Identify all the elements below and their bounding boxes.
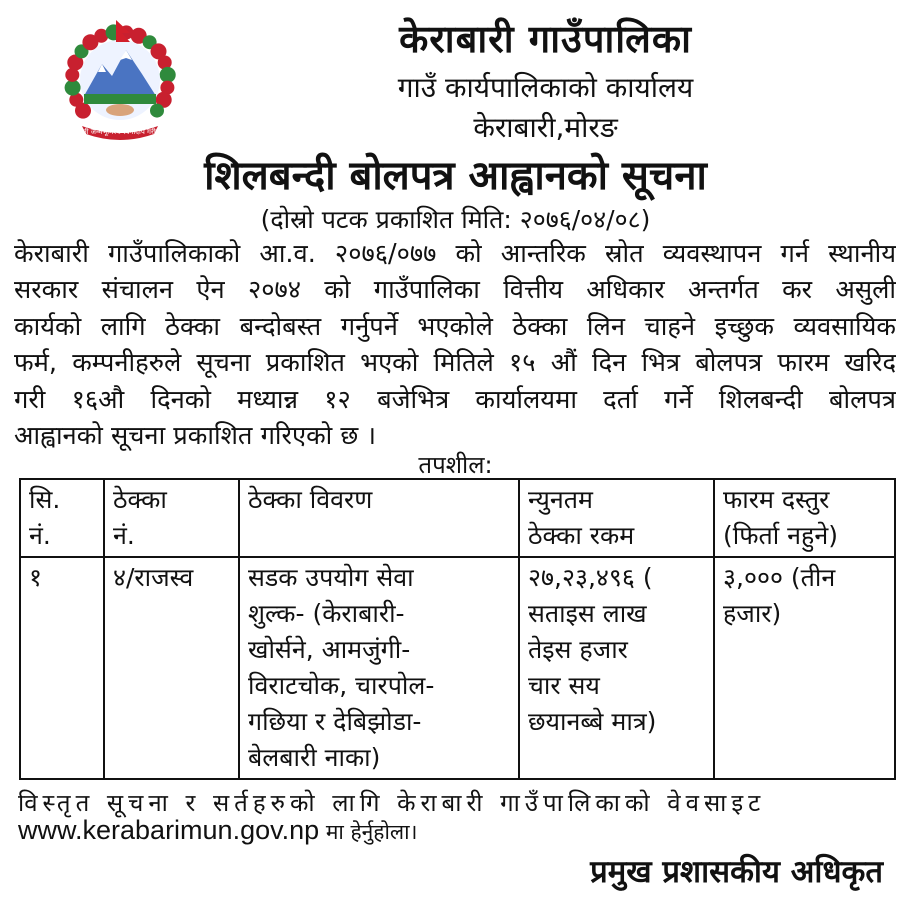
footer-website-line: [18, 815, 418, 846]
body-line: आह्वानको सूचना प्रकाशित गरिएको छ ।: [14, 420, 377, 451]
notice-title: शिलबन्दी बोलपत्र आह्वानको सूचना: [204, 153, 707, 199]
header-form-fee: फारम दस्तुर (फिर्ता नहुने): [714, 479, 895, 557]
footer-info-line: विस्तृत सूचना र सर्तहरुको लागि केराबारी गाउँपालिकाको वेवसाइट: [18, 789, 766, 817]
cell-contract-no: ४/राजस्व: [104, 557, 239, 779]
website-suffix: मा हेर्नुहोला।: [319, 820, 418, 844]
cell-form-fee: ३,००० (तीन हजार): [714, 557, 895, 779]
tender-table: [19, 478, 896, 780]
body-line: केराबारी गाउँपालिकाको आ.व. २०७६/०७७ को आन्तरिक स्रोत व्यवस्थापन गर्न स्थानीय: [14, 239, 896, 269]
signature-title: प्रमुख प्रशासकीय अधिकृत: [590, 854, 883, 890]
emblem-flower: [65, 80, 81, 96]
emblem-flower: [160, 67, 176, 83]
body-line: सरकार संचालन ऐन २०७४ को गाउँपालिका वित्तीय अधिकार अन्तर्गत कर असुली: [14, 275, 896, 306]
table-header-row: [20, 479, 895, 557]
body-line: कार्यको लागि ठेक्का बन्दोबस्त गर्नुपर्ने भएकोले ठेक्का लिन चाहने इच्छुक व्यवसायिक: [14, 311, 896, 342]
office-location: केराबारी,मोरङ: [473, 111, 618, 144]
header-serial: सि. नं.: [20, 479, 104, 557]
header-minimum-amount: न्युनतम ठेक्का रकम: [519, 479, 714, 557]
header-contract-details: ठेक्का विवरण: [239, 479, 519, 557]
office-name: गाउँ कार्यपालिकाको कार्यालय: [397, 71, 694, 104]
organization-name: केराबारी गाउँपालिका: [399, 17, 692, 61]
details-label: तपशील:: [418, 451, 493, 479]
cell-serial: १: [20, 557, 104, 779]
publication-date: (दोस्रो पटक प्रकाशित मिति: २०७६/०४/०८): [260, 205, 651, 234]
notice-body: [14, 236, 896, 454]
emblem-flower: [150, 104, 164, 118]
emblem-caption: जननी जन्मभूमिश्च स्वर्गादपि गरीयसी: [73, 128, 167, 136]
body-line: गरी १६औ दिनको मध्यान्न १२ बजेभित्र कार्यालयमा दर्ता गर्ने शिलबन्दी बोलपत्र: [14, 384, 896, 415]
cell-minimum-amount: २७,२३,४९६ ( सताइस लाख तेइस हजार चार सय छयानब्बे मात्र): [519, 557, 714, 779]
website-link[interactable]: www.kerabarimun.gov.np: [18, 815, 320, 845]
body-line: फर्म, कम्पनीहरुले सूचना प्रकाशित भएको मितिले १५ औं दिन भित्र बोलपत्र फारम खरिद: [14, 348, 896, 379]
nepal-emblem-icon: [46, 14, 194, 142]
cell-contract-details: सडक उपयोग सेवा शुल्क- (केराबारी- खोर्सने, आमजुंगी- विराटचोक, चारपोल- गछिया र देबिझोडा- बेलबारी नाका): [239, 557, 519, 779]
table-row: [20, 557, 895, 779]
header-contract-no: ठेक्का नं.: [104, 479, 239, 557]
